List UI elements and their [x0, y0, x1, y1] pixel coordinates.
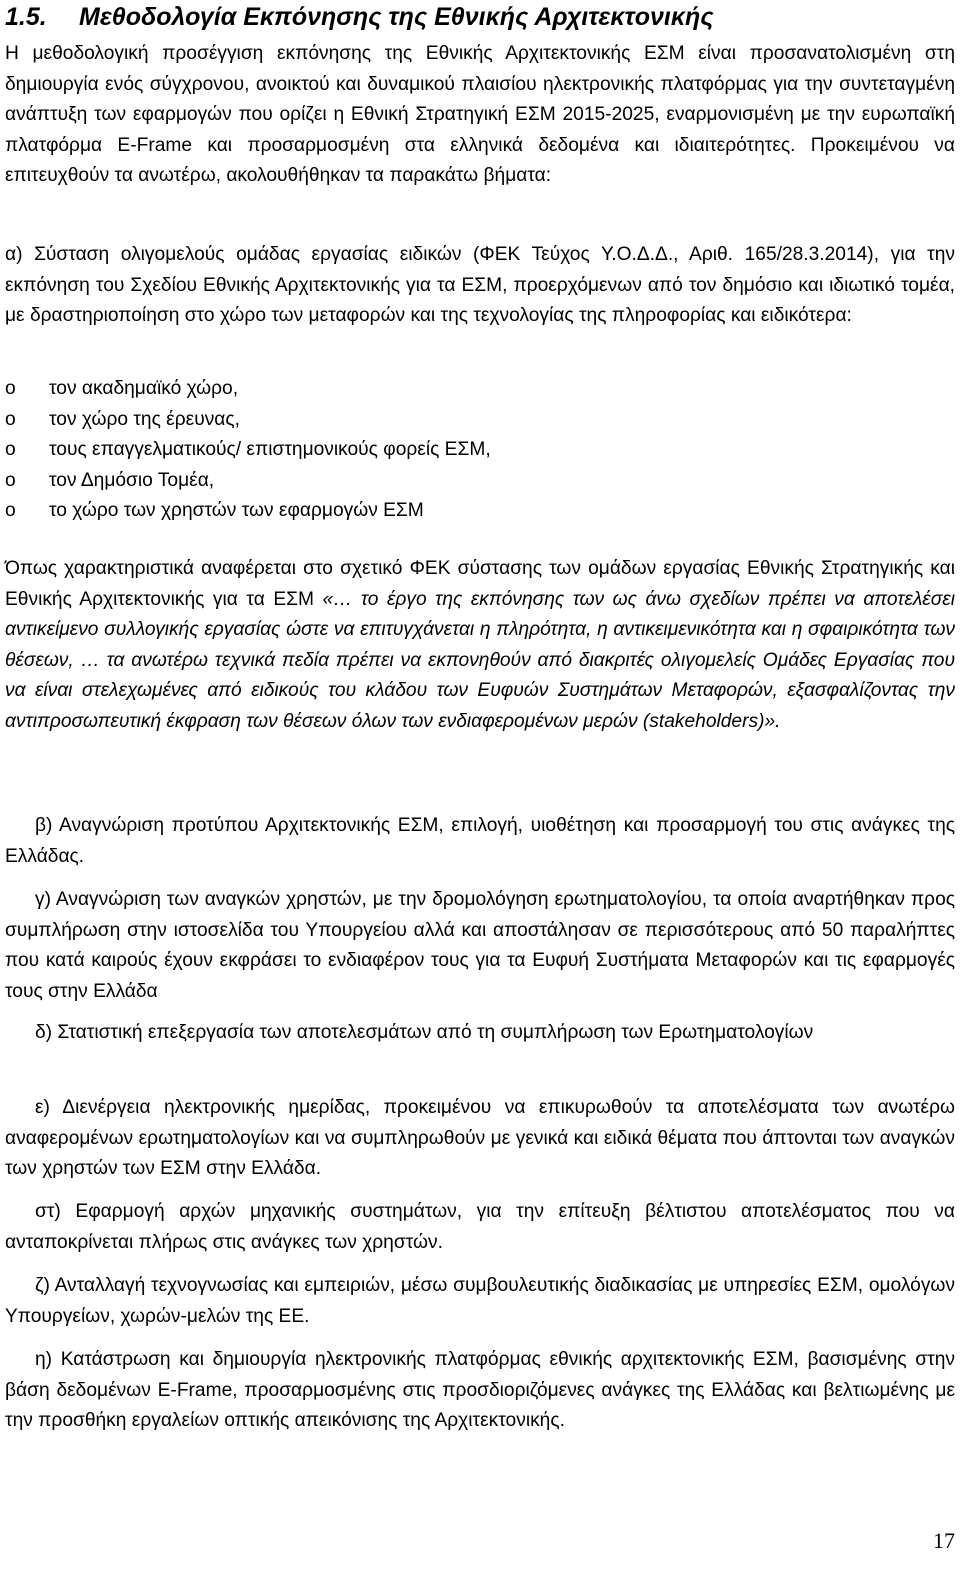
list-item: o τον ακαδημαϊκό χώρο, — [5, 374, 955, 405]
bullet-list — [5, 374, 955, 527]
list-item: o τους επαγγελματικούς/ επιστημονικούς φορείς ΕΣΜ, — [5, 435, 955, 466]
section-heading — [5, 0, 955, 34]
step-f-paragraph: στ) Εφαρμογή αρχών μηχανικής συστημάτων, για την επίτευξη βέλτιστου αποτελέσματος που να ανταποκρίνεται πλήρως στις ανάγκες των χρηστών. — [5, 1201, 955, 1253]
section-number: 1.5. — [5, 3, 47, 31]
section-title: Μεθοδολογία Εκπόνησης της Εθνικής Αρχιτεκτονικής — [79, 3, 714, 31]
list-item: o τον Δημόσιο Τομέα, — [5, 466, 955, 497]
step-g-paragraph: ζ) Ανταλλαγή τεχνογνωσίας και εμπειριών, μέσω συμβουλευτικής διαδικασίας με υπηρεσίες ΕΣΜ, ομολόγων Υπουργείων, χωρών-μελών της ΕΕ. — [5, 1275, 955, 1327]
step-d-paragraph: δ) Στατιστική επεξεργασία των αποτελεσμάτων από τη συμπλήρωση των Ερωτηματολογίων — [35, 1022, 814, 1043]
bullet-marker: o — [5, 378, 16, 399]
bullet-marker: o — [5, 469, 16, 491]
quote-text: «… το έργο της εκπόνησης των ως άνω σχεδίων πρέπει να αποτελέσει αντικείμενο συλλογικής εργασίας ώστε να επιτυγχάνεται η πληρότητα, η αντικειμενικότητα και η σφαιρικότητα των θέσεων, … τα ανωτέρω τεχνικά πεδία πρέπει να εκπονηθούν από διακριτές ολιγομελείς Ομάδες Εργασίας που να είναι στελεχωμένες από ειδικούς του κλάδου των Ευφυών Συστημάτων Μεταφορών, εξασφαλίζοντας την αντιπροσωπευτική έκφραση των θέσεων όλων των ενδιαφερομένων μερών (stakeholders)». — [5, 588, 955, 732]
intro-paragraph: Η μεθοδολογική προσέγγιση εκπόνησης της Εθνικής Αρχιτεκτονικής ΕΣΜ είναι προσανατολισμένη στη δημιουργία ενός σύγχρονου, ανοικτού και δυναμικού πλαισίου ηλεκτρονικής πλατφόρμας για την συντεταγμένη ανάπτυξη των εφαρμογών που ορίζει η Εθνική Στρατηγική ΕΣΜ 2015-2025, εναρμονισμένη με την ευρωπαϊκή πλατφόρμα E-Frame και προσαρμοσμένη στα ελληνικά δεδομένα και ιδιαιτερότητες. Προκειμένου να επιτευχθούν τα ανωτέρω, ακολουθήθηκαν τα παρακάτω βήματα: — [5, 43, 955, 187]
quote-paragraph — [5, 554, 955, 738]
page-number: 17 — [933, 1528, 955, 1553]
bullet-marker: o — [5, 439, 16, 461]
bullet-marker: o — [5, 500, 16, 522]
quote-lead: Όπως χαρακτηριστικά αναφέρεται στο σχετικό ΦΕΚ σύστασης των ομάδων εργασίας Εθνικής Στρατηγικής και Εθνικής Αρχιτεκτονικής για τα ΕΣΜ — [5, 558, 955, 610]
list-item: o τον χώρο της έρευνας, — [5, 405, 955, 436]
step-b-paragraph: β) Αναγνώριση προτύπου Αρχιτεκτονικής ΕΣΜ, επιλογή, υιοθέτηση και προσαρμογή του στις ανάγκες της Ελλάδας. — [5, 815, 955, 867]
list-item: o το χώρο των χρηστών των εφαρμογών ΕΣΜ — [5, 496, 955, 527]
step-c-paragraph: γ) Αναγνώριση των αναγκών χρηστών, με την δρομολόγηση ερωτηματολογίου, τα οποία αναρτήθηκαν προς συμπλήρωση στην ιστοσελίδα του Υπουργείου αλλά και αποστάλησαν σε περισσότερους από 50 παραλήπτες που κατά καιρούς έχουν εκφράσει το ενδιαφέρον τους για τα Ευφυή Συστήματα Μεταφορών και τις εφαρμογές τους στην Ελλάδα — [5, 889, 955, 1002]
step-h-paragraph: η) Κατάστρωση και δημιουργία ηλεκτρονικής πλατφόρμας εθνικής αρχιτεκτονικής ΕΣΜ, βασισμένης στην βάση δεδομένων E-Frame, προσαρμοσμένης στις προσδιοριζόμενες ανάγκες της Ελλάδας και βελτιωμένης με την προσθήκη εργαλείων οπτικής απεικόνισης της Αρχιτεκτονικής. — [5, 1349, 955, 1432]
step-e-paragraph: ε) Διενέργεια ηλεκτρονικής ημερίδας, προκειμένου να επικυρωθούν τα αποτελέσματα των ανωτέρω αναφερομένων ερωτηματολογίων και να συμπληρωθούν με γενικά και ειδικά θέματα που άπτονται των αναγκών των χρηστών των ΕΣΜ στην Ελλάδα. — [5, 1097, 955, 1180]
step-a-paragraph: α) Σύσταση ολιγομελούς ομάδας εργασίας ειδικών (ΦΕΚ Τεύχος Υ.Ο.Δ.Δ., Αριθ. 165/28.3.2014), για την εκπόνηση του Σχεδίου Εθνικής Αρχιτεκτονικής για τα ΕΣΜ, προερχόμενων από τον δημόσιο και ιδιωτικό τομέα, με δραστηριοποίηση στο χώρο των μεταφορών και της τεχνολογίας της πληροφορίας και ειδικότερα: — [5, 244, 955, 327]
bullet-marker: o — [5, 408, 16, 430]
